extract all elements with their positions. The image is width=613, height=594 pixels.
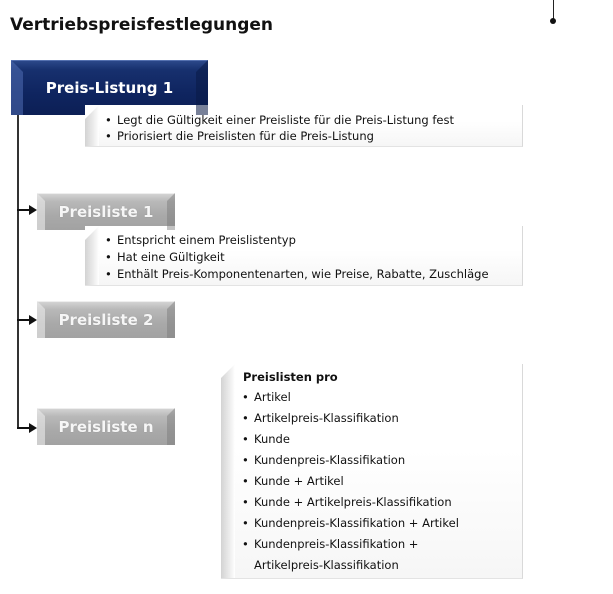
detail-item: • Legt die Gültigkeit einer Preisliste für die Preis-Listung fest — [105, 112, 542, 128]
marker-line — [553, 0, 554, 20]
node-preisliste-2 — [37, 301, 175, 338]
detail-bevel — [85, 226, 99, 285]
detail-item: • Hat eine Gültigkeit — [105, 249, 542, 266]
detail-item: • Entspricht einem Preislistentyp — [105, 232, 542, 249]
detail-item: • Artikel — [242, 387, 543, 408]
detail-item-continuation: Artikelpreis-Klassifikation — [254, 558, 399, 572]
detail-item: • Priorisiert die Preislisten für die Preis-Listung — [105, 128, 542, 144]
arrow-right-icon — [29, 315, 37, 325]
node-label: Preisliste 2 — [58, 310, 154, 329]
page-title: Vertriebspreisfestlegungen — [10, 15, 274, 35]
details-preislisten-pro — [221, 364, 523, 579]
details-preis-listung-1 — [85, 105, 523, 147]
arrow-right-icon — [29, 205, 37, 215]
node-label: Preisliste n — [58, 417, 154, 436]
detail-list — [242, 387, 543, 576]
detail-item: • Kundenpreis-Klassifikation — [242, 450, 543, 471]
node-preisliste-n — [37, 408, 175, 445]
detail-bevel — [85, 105, 99, 146]
arrow-right-icon — [29, 423, 37, 433]
detail-list — [105, 232, 542, 283]
detail-item: • Kundenpreis-Klassifikation + Artikel — [242, 513, 543, 534]
detail-list — [105, 112, 542, 144]
marker-dot-icon — [550, 18, 556, 24]
detail-item: • Kunde — [242, 429, 543, 450]
node-label: Preis-Listung 1 — [45, 78, 174, 97]
detail-item: • Artikelpreis-Klassifikation — [242, 408, 543, 429]
tree-connector-vertical — [17, 114, 19, 429]
detail-item: • Enthält Preis-Komponentenarten, wie Preise, Rabatte, Zuschläge — [105, 266, 542, 283]
detail-item: • Kunde + Artikel — [242, 471, 543, 492]
detail-bevel — [221, 364, 235, 578]
node-preisliste-1 — [37, 193, 175, 230]
detail-item: • Kundenpreis-Klassifikation + — [242, 534, 543, 555]
details-preisliste-1 — [85, 226, 523, 286]
detail-heading: Preislisten pro — [243, 370, 338, 384]
detail-item: • Kunde + Artikelpreis-Klassifikation — [242, 492, 543, 513]
node-label: Preisliste 1 — [58, 202, 154, 221]
